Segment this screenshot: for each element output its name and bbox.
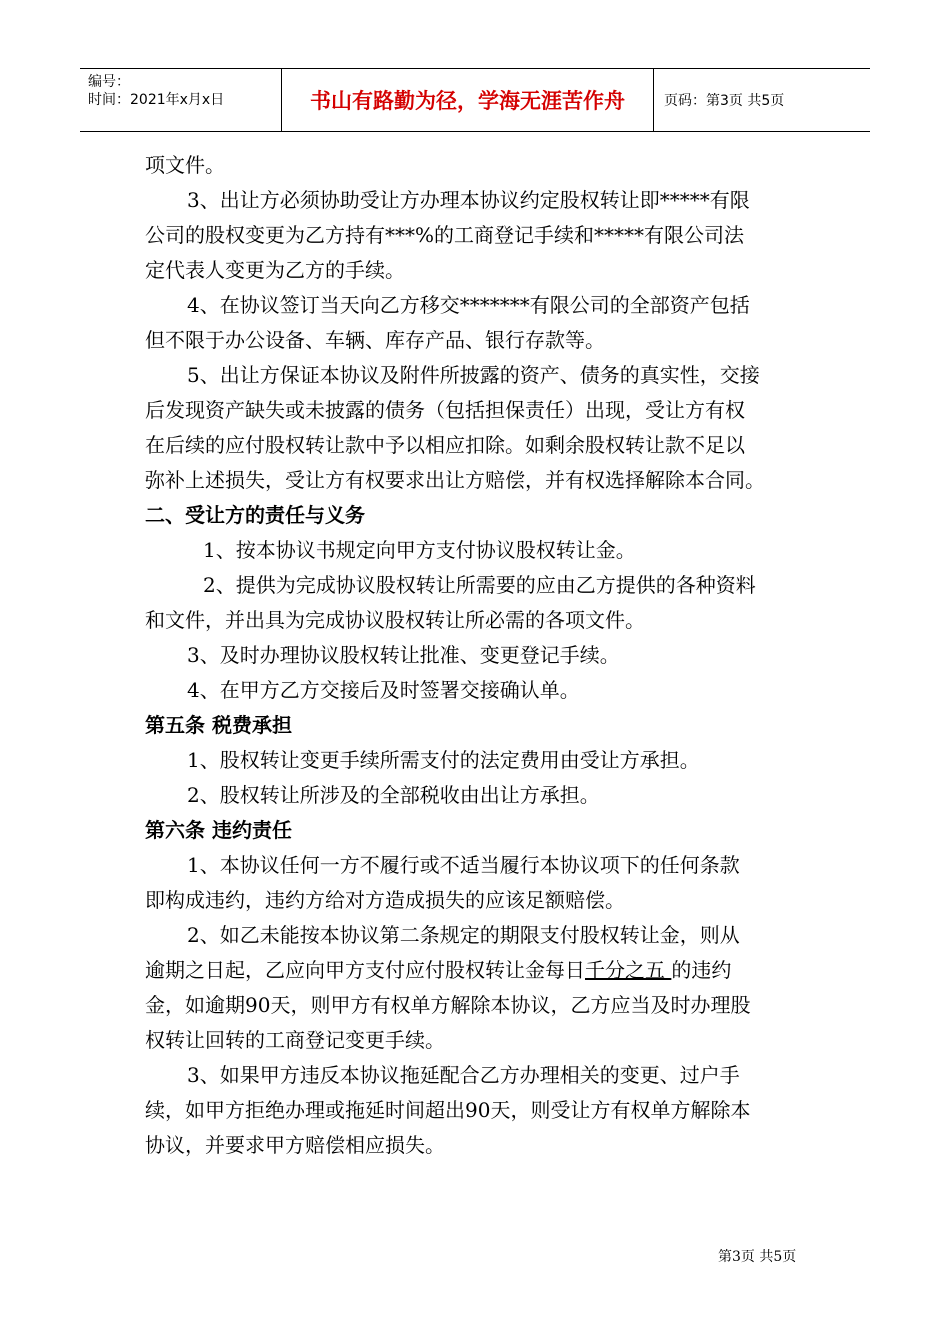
footer-page-number: 第3页 共5页: [718, 1249, 797, 1265]
paragraph-line: 项文件。: [145, 153, 225, 177]
paragraph-line: 权转让回转的工商登记变更手续。: [145, 1028, 445, 1052]
header-meta: [80, 69, 282, 131]
underlined-penalty-rate: 千分之五: [585, 958, 672, 982]
paragraph-line: 定代表人变更为乙方的手续。: [145, 258, 405, 282]
paragraph-line: 弥补上述损失，受让方有权要求出让方赔偿，并有权选择解除本合同。: [145, 468, 765, 492]
page-header: [80, 68, 870, 132]
document-number-label: 编号：: [88, 74, 130, 90]
paragraph-line: 5、出让方保证本协议及附件所披露的资产、债务的真实性，交接: [187, 363, 760, 387]
paragraph-line: 协议，并要求甲方赔偿相应损失。: [145, 1133, 445, 1157]
paragraph-line: 金，如逾期90天，则甲方有权单方解除本协议，乙方应当及时办理股: [145, 993, 751, 1017]
paragraph-line: 2、股权转让所涉及的全部税收由出让方承担。: [187, 783, 600, 807]
paragraph-line: 在后续的应付股权转让款中予以相应扣除。如剩余股权转让款不足以: [145, 433, 745, 457]
paragraph-line: [145, 953, 811, 988]
paragraph-line: 1、按本协议书规定向甲方支付协议股权转让金。: [203, 538, 636, 562]
paragraph-line: 1、股权转让变更手续所需支付的法定费用由受让方承担。: [187, 748, 700, 772]
paragraph-line: 3、如果甲方违反本协议拖延配合乙方办理相关的变更、过户手: [187, 1063, 740, 1087]
paragraph-line: 但不限于办公设备、车辆、库存产品、银行存款等。: [145, 328, 605, 352]
paragraph-line: 2、提供为完成协议股权转让所需要的应由乙方提供的各种资料: [203, 573, 756, 597]
document-date-label: 时间：2021年x月x日: [88, 92, 225, 108]
section-heading: 第六条 违约责任: [145, 818, 292, 842]
paragraph-line: 续，如甲方拒绝办理或拖延时间超出90天，则受让方有权单方解除本: [145, 1098, 751, 1122]
paragraph-line: 2、如乙未能按本协议第二条规定的期限支付股权转让金，则从: [187, 923, 740, 947]
header-motto: 书山有路勤为径，学海无涯苦作舟: [282, 69, 654, 131]
paragraph-line: 4、在甲方乙方交接后及时签署交接确认单。: [187, 678, 580, 702]
paragraph-line: 公司的股权变更为乙方持有***%的工商登记手续和*****有限公司法: [145, 223, 745, 247]
header-page-number: 页码：第3页 共5页: [664, 93, 785, 109]
paragraph-line: 3、出让方必须协助受让方办理本协议约定股权转让即*****有限: [187, 188, 750, 212]
paragraph-line: 和文件，并出具为完成协议股权转让所必需的各项文件。: [145, 608, 645, 632]
text-run: 的违约: [671, 958, 732, 982]
section-heading: 二、受让方的责任与义务: [145, 503, 365, 527]
document-body: [145, 148, 811, 1163]
paragraph-line: 4、在协议签订当天向乙方移交*******有限公司的全部资产包括: [187, 293, 750, 317]
paragraph-line: 3、及时办理协议股权转让批准、变更登记手续。: [187, 643, 620, 667]
paragraph-line: 即构成违约，违约方给对方造成损失的应该足额赔偿。: [145, 888, 625, 912]
paragraph-line: 1、本协议任何一方不履行或不适当履行本协议项下的任何条款: [187, 853, 740, 877]
section-heading: 第五条 税费承担: [145, 713, 292, 737]
paragraph-line: 后发现资产缺失或未披露的债务（包括担保责任）出现，受让方有权: [145, 398, 745, 422]
text-run: 逾期之日起，乙应向甲方支付应付股权转让金每日: [145, 958, 585, 982]
